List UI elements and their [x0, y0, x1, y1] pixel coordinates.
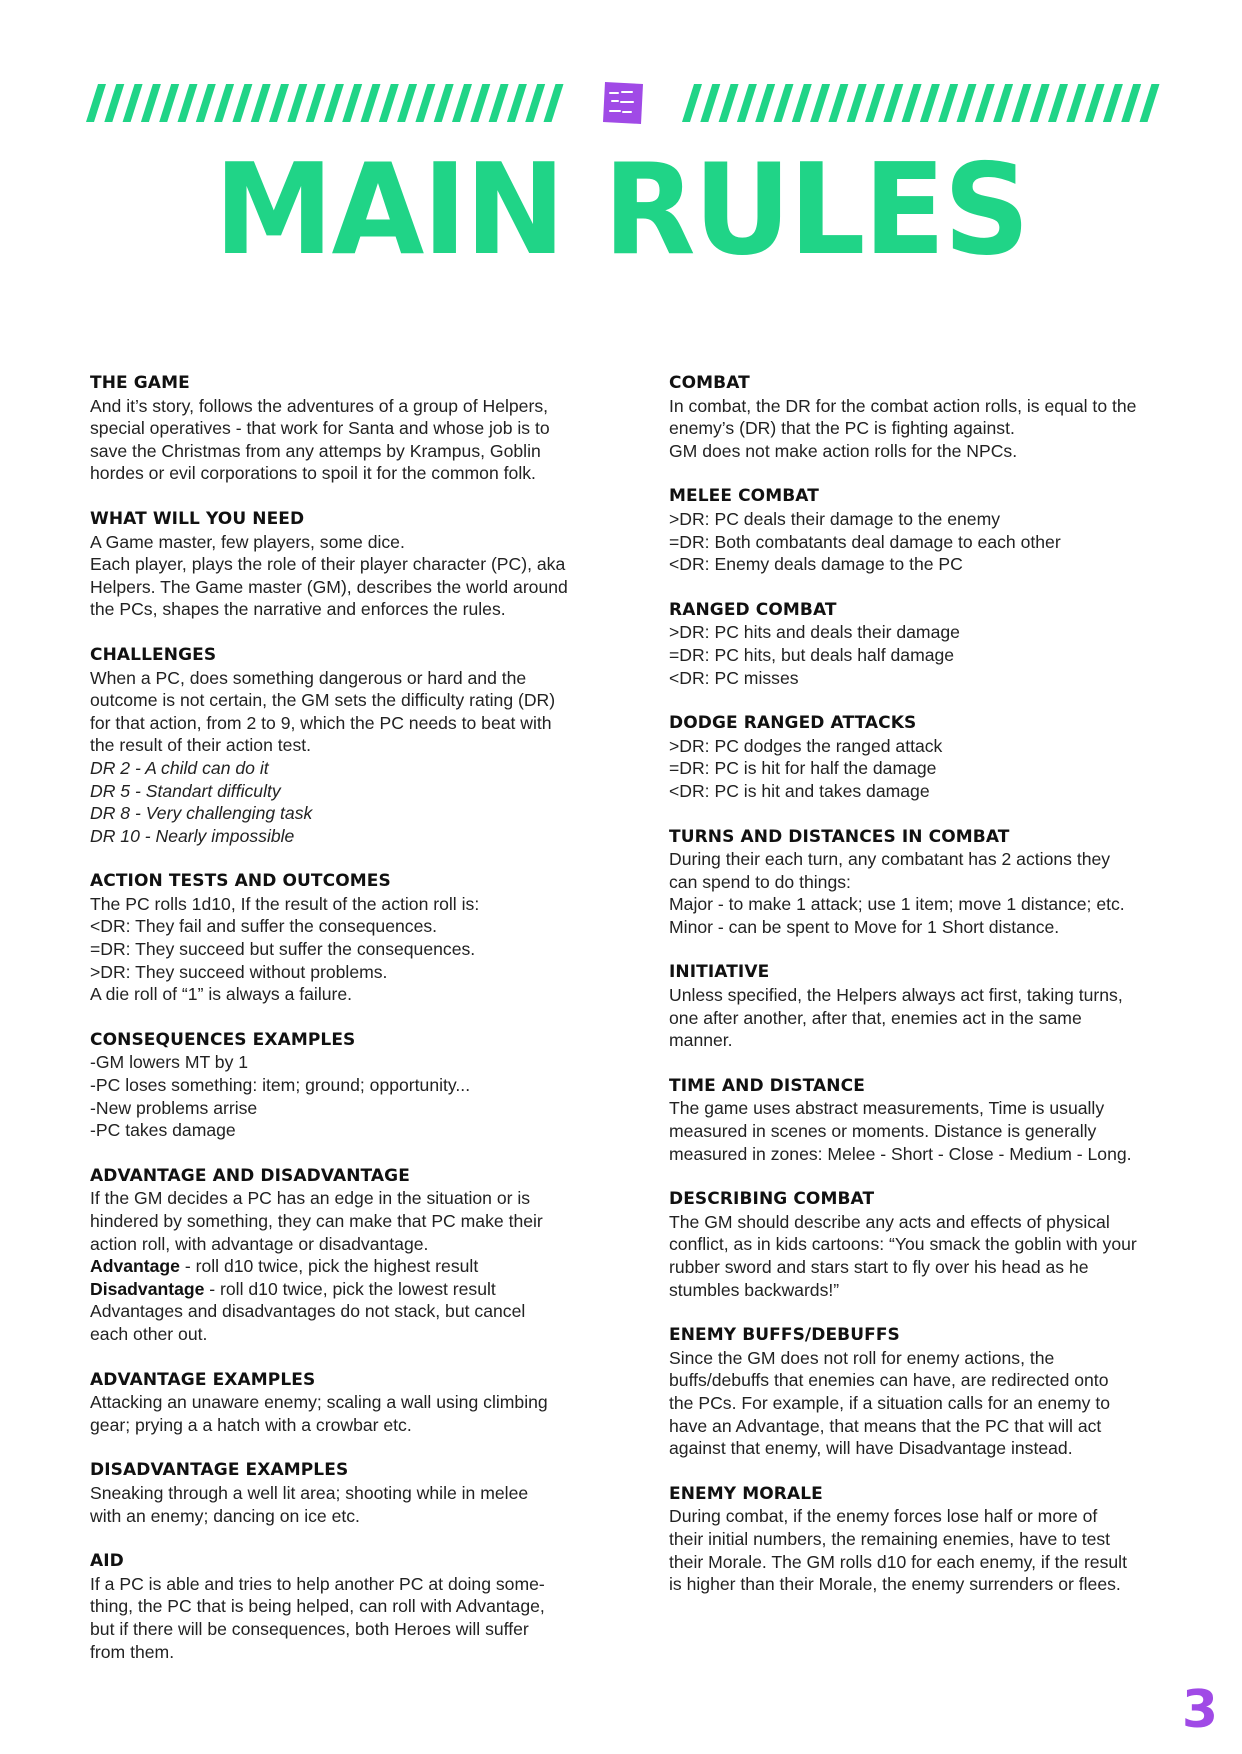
- section-text-line: [90, 531, 590, 554]
- line-text: Attacking an unaware enemy; scaling a wall using climbing: [90, 1392, 548, 1413]
- section-text-line: [90, 1187, 590, 1210]
- stripe-mark: [269, 84, 289, 122]
- section-text-line: [90, 712, 590, 735]
- stripe-mark: [993, 84, 1013, 122]
- rule-section-enemy-morale: [669, 1483, 1169, 1596]
- section-text-line: [90, 802, 590, 825]
- section-text-line: [90, 1210, 590, 1233]
- rule-section-melee-combat: [669, 485, 1169, 575]
- section-heading: DISADVANTAGE EXAMPLES: [90, 1460, 349, 1481]
- stripe-mark: [810, 84, 830, 122]
- section-text-line: [90, 1323, 590, 1346]
- line-text: measured in zones: Melee - Short - Close - Medium - Long.: [669, 1143, 1132, 1164]
- line-text: DR 8 - Very challenging task: [90, 803, 313, 824]
- section-text-line: [90, 915, 590, 938]
- stripe-mark: [737, 84, 757, 122]
- stripe-mark: [828, 84, 848, 122]
- line-text: And it’s story, follows the adventures of a group of Helpers,: [90, 395, 549, 416]
- line-text: -New problems arrise: [90, 1097, 258, 1118]
- section-text-line: [669, 395, 1169, 418]
- stripe-mark: [792, 84, 812, 122]
- line-text: The game uses abstract measurements, Time is usually: [669, 1098, 1105, 1119]
- line-text: action roll, with advantage or disadvantage.: [90, 1233, 429, 1254]
- line-text: Each player, plays the role of their player character (PC), aka: [90, 554, 566, 575]
- section-text-line: [669, 1279, 1169, 1302]
- section-text-line: [669, 644, 1169, 667]
- line-text: If the GM decides a PC has an edge in the situation or is: [90, 1188, 531, 1209]
- rule-section-combat: [669, 372, 1169, 462]
- section-text-line: [90, 1097, 590, 1120]
- stripe-mark: [397, 84, 417, 122]
- stripe-mark: [251, 84, 271, 122]
- line-text: Helpers. The Game master (GM), describes the world around: [90, 576, 568, 597]
- section-heading: COMBAT: [669, 373, 750, 393]
- line-text: against that enemy, will have Disadvantage instead.: [669, 1438, 1073, 1459]
- left-stripe-decoration: [86, 84, 564, 122]
- section-heading: WHAT WILL YOU NEED: [90, 508, 305, 529]
- line-text: GM does not make action rolls for the NPCs.: [669, 440, 1018, 461]
- section-text-line: [90, 395, 590, 418]
- line-text: Advantages and disadvantages do not stack, but cancel: [90, 1301, 526, 1322]
- section-text-line: [669, 1437, 1169, 1460]
- stripe-mark: [902, 84, 922, 122]
- section-text-line: [669, 871, 1169, 894]
- line-text: Minor - can be spent to Move for 1 Short distance.: [669, 916, 1060, 937]
- section-text-line: [90, 440, 590, 463]
- stripe-mark: [774, 84, 794, 122]
- stripe-mark: [123, 84, 143, 122]
- line-text: A die roll of “1” is always a failure.: [90, 984, 353, 1005]
- section-text-line: [90, 1119, 590, 1142]
- line-text: - roll d10 twice, pick the highest result: [179, 1256, 479, 1277]
- section-text-line: [669, 621, 1169, 644]
- stripe-mark: [1121, 84, 1141, 122]
- emphasis-term: Disadvantage: [90, 1278, 205, 1299]
- line-text: =DR: They succeed but suffer the consequences.: [90, 939, 476, 960]
- stripe-mark: [287, 84, 307, 122]
- section-heading: DESCRIBING COMBAT: [669, 1189, 875, 1210]
- line-text: but if there will be consequences, both Heroes will suffer: [90, 1618, 529, 1639]
- section-text-line: [669, 1233, 1169, 1256]
- line-text: DR 2 - A child can do it: [90, 757, 269, 778]
- section-text-line: [669, 1097, 1169, 1120]
- section-text-line: [90, 553, 590, 576]
- section-text-line: [90, 1051, 590, 1074]
- rule-section-enemy-buffs-debuffs: [669, 1324, 1169, 1460]
- section-text-line: [669, 1143, 1169, 1166]
- section-text-line: [669, 1392, 1169, 1415]
- line-text: special operatives - that work for Santa and whose job is to: [90, 418, 550, 439]
- rule-section-dodge-ranged-attacks: [669, 712, 1169, 802]
- line-text: rubber sword and stars start to fly over his head as he: [669, 1257, 1089, 1277]
- line-text: Unless specified, the Helpers always act first, taking turns,: [669, 985, 1123, 1006]
- section-text-line: [669, 757, 1169, 780]
- section-heading: TIME AND DISTANCE: [669, 1075, 865, 1096]
- line-text: >DR: PC hits and deals their damage: [669, 622, 960, 643]
- section-text-line: [669, 1347, 1169, 1370]
- section-text-line: [90, 1641, 590, 1664]
- stripe-mark: [1103, 84, 1123, 122]
- line-text: <DR: PC is hit and takes damage: [669, 780, 930, 801]
- stripe-mark: [544, 84, 564, 122]
- section-text-line: [669, 1573, 1169, 1596]
- stripe-mark: [214, 84, 234, 122]
- line-text: The GM should describe any acts and effects of physical: [669, 1211, 1110, 1232]
- line-text: -PC loses something: item; ground; opportunity...: [90, 1075, 471, 1096]
- left-rules-column: [90, 372, 590, 1686]
- section-text-line: [90, 417, 590, 440]
- emphasis-term: Advantage: [90, 1256, 180, 1277]
- stripe-mark: [1048, 84, 1068, 122]
- line-text: have an Advantage, that means that the PC that will act: [669, 1415, 1102, 1436]
- section-text-line: [90, 1300, 590, 1323]
- rule-section-initiative: [669, 961, 1169, 1051]
- section-text-line: [90, 1505, 590, 1528]
- stripe-mark: [957, 84, 977, 122]
- stripe-mark: [847, 84, 867, 122]
- line-text: >DR: PC dodges the ranged attack: [669, 735, 943, 756]
- section-heading: ENEMY MORALE: [669, 1483, 823, 1504]
- line-text: DR 5 - Standart difficulty: [90, 780, 281, 801]
- stripe-mark: [525, 84, 545, 122]
- line-text: - roll d10 twice, pick the lowest result: [204, 1278, 496, 1299]
- line-text: A Game master, few players, some dice.: [90, 531, 405, 552]
- line-text: <DR: Enemy deals damage to the PC: [669, 554, 963, 575]
- stripe-mark: [1085, 84, 1105, 122]
- stripe-mark: [865, 84, 885, 122]
- rule-section-what-will-you-need: [90, 508, 590, 621]
- line-text: the PCs, shapes the narrative and enforces the rules.: [90, 599, 506, 620]
- section-heading: DODGE RANGED ATTACKS: [669, 713, 917, 734]
- stripe-mark: [324, 84, 344, 122]
- line-text: Major - to make 1 attack; use 1 item; move 1 distance; etc.: [669, 894, 1125, 915]
- section-text-line: [90, 734, 590, 757]
- right-stripe-decoration: [682, 84, 1176, 122]
- stripe-mark: [700, 84, 720, 122]
- section-text-line: [669, 1256, 1169, 1279]
- line-text: one after another, after that, enemies act in the same: [669, 1007, 1082, 1028]
- stripe-mark: [452, 84, 472, 122]
- line-text: In combat, the DR for the combat action rolls, is equal to the: [669, 395, 1137, 416]
- rule-section-disadvantage-examples: [90, 1459, 590, 1527]
- section-text-line: [669, 1505, 1169, 1528]
- line-text: During combat, if the enemy forces lose half or more of: [669, 1506, 1098, 1527]
- stripe-mark: [1066, 84, 1086, 122]
- section-text-line: [90, 780, 590, 803]
- section-heading: INITIATIVE: [669, 962, 770, 983]
- section-text-line: [90, 1573, 590, 1596]
- stripe-mark: [306, 84, 326, 122]
- line-text: save the Christmas from any attemps by Krampus, Goblin: [90, 440, 541, 461]
- line-text: enemy’s (DR) that the PC is fighting against.: [669, 418, 1015, 439]
- page-title: MAIN RULES: [214, 137, 1028, 284]
- publisher-logo-icon: [601, 80, 647, 126]
- section-heading: CONSEQUENCES EXAMPLES: [90, 1029, 356, 1050]
- line-text: outcome is not certain, the GM sets the difficulty rating (DR): [90, 690, 556, 711]
- line-text: When a PC, does something dangerous or hard and the: [90, 667, 527, 688]
- stripe-mark: [507, 84, 527, 122]
- stripe-mark: [178, 84, 198, 122]
- section-text-line: [669, 553, 1169, 576]
- line-text: The PC rolls 1d10, If the result of the action roll is:: [90, 893, 480, 914]
- rule-section-describing-combat: [669, 1188, 1169, 1301]
- stripe-mark: [379, 84, 399, 122]
- section-text-line: [669, 1369, 1169, 1392]
- section-text-line: [669, 1528, 1169, 1551]
- line-text: the result of their action test.: [90, 735, 312, 756]
- line-text: hordes or evil corporations to spoil it for the common folk.: [90, 463, 536, 484]
- stripe-mark: [883, 84, 903, 122]
- line-text: conflict, as in kids cartoons: “You smack the goblin with your: [669, 1234, 1137, 1255]
- line-text: the PCs. For example, if a situation calls for an enemy to: [669, 1392, 1111, 1413]
- stripe-mark: [719, 84, 739, 122]
- stripe-mark: [1011, 84, 1031, 122]
- section-text-line: [669, 1211, 1169, 1234]
- stripe-mark: [1140, 84, 1160, 122]
- page-number: 3: [1181, 1680, 1218, 1740]
- section-text-line: [90, 1482, 590, 1505]
- line-text: buffs/debuffs that enemies can have, are redirected onto: [669, 1370, 1109, 1391]
- section-text-line: [90, 961, 590, 984]
- rule-section-advantage-examples: [90, 1369, 590, 1437]
- section-heading: RANGED COMBAT: [669, 599, 837, 620]
- stripe-mark: [920, 84, 940, 122]
- line-text: from them.: [90, 1641, 175, 1662]
- section-text-line: [90, 667, 590, 690]
- section-text-line: [669, 417, 1169, 440]
- line-text: =DR: Both combatants deal damage to each other: [669, 531, 1061, 552]
- rule-section-challenges: [90, 644, 590, 847]
- stripe-mark: [755, 84, 775, 122]
- line-text: measured in scenes or moments. Distance is generally: [669, 1121, 1097, 1142]
- line-text: thing, the PC that is being helped, can roll with Advantage,: [90, 1596, 545, 1617]
- section-text-line: [669, 780, 1169, 803]
- line-text: During their each turn, any combatant has 2 actions they: [669, 849, 1111, 870]
- section-text-line: [90, 598, 590, 621]
- section-text-line: [669, 508, 1169, 531]
- section-heading: ADVANTAGE EXAMPLES: [90, 1369, 316, 1390]
- section-text-line: [90, 462, 590, 485]
- section-heading: ENEMY BUFFS/DEBUFFS: [669, 1325, 900, 1346]
- line-text: -PC takes damage: [90, 1120, 236, 1141]
- section-text-line: [90, 825, 590, 848]
- line-text: >DR: They succeed without problems.: [90, 961, 388, 982]
- line-text: for that action, from 2 to 9, which the PC needs to beat with: [90, 712, 552, 733]
- stripe-mark: [1030, 84, 1050, 122]
- stripe-mark: [232, 84, 252, 122]
- section-text-line: [90, 983, 590, 1006]
- rule-section-time-and-distance: [669, 1075, 1169, 1165]
- section-text-line: [90, 1618, 590, 1641]
- line-text: their Morale. The GM rolls d10 for each enemy, if the result: [669, 1551, 1127, 1572]
- stripe-mark: [434, 84, 454, 122]
- rule-section-advantage-and-disadvantage: [90, 1165, 590, 1346]
- section-text-line: [90, 938, 590, 961]
- section-text-line: [90, 893, 590, 916]
- section-text-line: [90, 1595, 590, 1618]
- rule-section-turns-and-distances-in-combat: [669, 826, 1169, 939]
- section-text-line: [90, 757, 590, 780]
- section-heading: AID: [90, 1551, 124, 1572]
- line-text: -GM lowers MT by 1: [90, 1052, 249, 1073]
- line-text: =DR: PC is hit for half the damage: [669, 758, 937, 779]
- stripe-mark: [86, 84, 106, 122]
- section-text-line: [90, 1255, 590, 1278]
- line-text: gear; prying a a hatch with a crowbar etc.: [90, 1414, 412, 1435]
- rule-section-the-game: [90, 372, 590, 485]
- section-text-line: [669, 848, 1169, 871]
- line-text: hindered by something, they can make that PC make their: [90, 1211, 543, 1231]
- line-text: Sneaking through a well lit area; shooting while in melee: [90, 1482, 529, 1503]
- stripe-mark: [470, 84, 490, 122]
- rule-section-aid: [90, 1550, 590, 1663]
- section-text-line: [669, 667, 1169, 690]
- section-text-line: [669, 1029, 1169, 1052]
- section-text-line: [669, 1120, 1169, 1143]
- section-heading: ACTION TESTS AND OUTCOMES: [90, 871, 391, 892]
- section-heading: CHALLENGES: [90, 644, 217, 665]
- stripe-mark: [938, 84, 958, 122]
- line-text: <DR: PC misses: [669, 667, 799, 688]
- section-heading: TURNS AND DISTANCES IN COMBAT: [669, 826, 1010, 847]
- line-text: <DR: They fail and suffer the consequences.: [90, 916, 438, 937]
- stripe-mark: [141, 84, 161, 122]
- stripe-mark: [196, 84, 216, 122]
- line-text: can spend to do things:: [669, 871, 851, 892]
- right-rules-column: [669, 372, 1169, 1619]
- section-text-line: [90, 1278, 590, 1301]
- line-text: >DR: PC deals their damage to the enemy: [669, 508, 1001, 529]
- section-text-line: [669, 1415, 1169, 1438]
- stripe-mark: [361, 84, 381, 122]
- section-text-line: [669, 531, 1169, 554]
- line-text: each other out.: [90, 1323, 208, 1344]
- stripe-mark: [489, 84, 509, 122]
- line-text: manner.: [669, 1030, 733, 1051]
- section-heading: THE GAME: [90, 373, 190, 393]
- stripe-mark: [104, 84, 124, 122]
- section-text-line: [669, 735, 1169, 758]
- rule-section-consequences-examples: [90, 1029, 590, 1142]
- line-text: DR 10 - Nearly impossible: [90, 825, 295, 846]
- line-text: with an enemy; dancing on ice etc.: [90, 1505, 360, 1526]
- section-text-line: [90, 576, 590, 599]
- line-text: stumbles backwards!”: [669, 1279, 840, 1300]
- section-text-line: [90, 1074, 590, 1097]
- stripe-mark: [159, 84, 179, 122]
- line-text: If a PC is able and tries to help another PC at doing some-: [90, 1573, 545, 1594]
- rule-section-action-tests-and-outcomes: [90, 870, 590, 1006]
- section-text-line: [90, 1391, 590, 1414]
- section-text-line: [669, 984, 1169, 1007]
- section-text-line: [669, 440, 1169, 463]
- line-text: Since the GM does not roll for enemy actions, the: [669, 1347, 1055, 1368]
- section-text-line: [669, 893, 1169, 916]
- line-text: =DR: PC hits, but deals half damage: [669, 644, 955, 665]
- section-text-line: [669, 916, 1169, 939]
- section-text-line: [90, 1233, 590, 1256]
- stripe-mark: [975, 84, 995, 122]
- section-text-line: [669, 1551, 1169, 1574]
- section-text-line: [90, 689, 590, 712]
- stripe-mark: [682, 84, 702, 122]
- section-heading: ADVANTAGE AND DISADVANTAGE: [90, 1165, 410, 1186]
- section-text-line: [90, 1414, 590, 1437]
- rule-section-ranged-combat: [669, 599, 1169, 689]
- section-heading: MELEE COMBAT: [669, 486, 819, 507]
- line-text: their initial numbers, the remaining enemies, have to test: [669, 1528, 1111, 1549]
- stripe-mark: [342, 84, 362, 122]
- stripe-mark: [415, 84, 435, 122]
- section-text-line: [669, 1007, 1169, 1030]
- line-text: is higher than their Morale, the enemy surrenders or flees.: [669, 1574, 1121, 1595]
